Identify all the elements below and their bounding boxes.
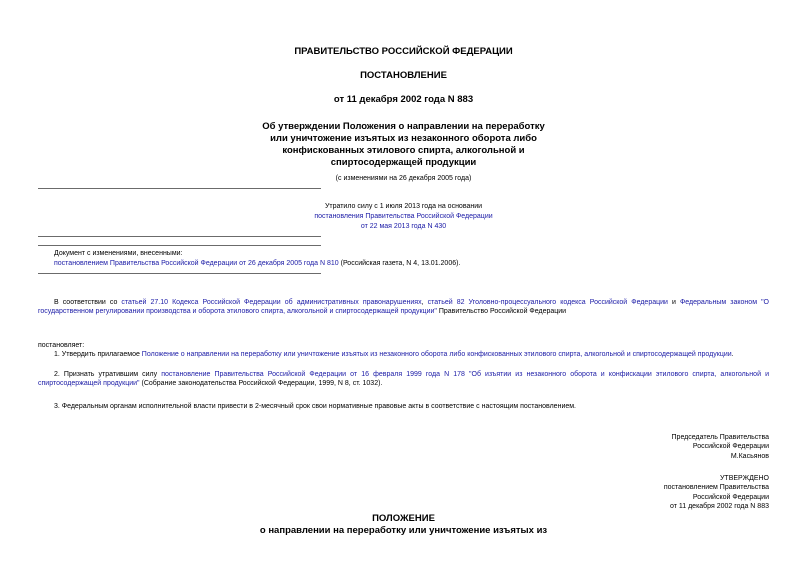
amending-decree-link[interactable]: постановлением Правительства Российской Федерации от 26 декабря 2005 года N 810: [54, 260, 339, 267]
signature-name: М.Касьянов: [730, 452, 769, 460]
regulation-title: ПОЛОЖЕНИЕ: [372, 513, 435, 524]
item-text: .: [731, 351, 734, 358]
divider: [38, 245, 321, 246]
divider: [38, 188, 321, 189]
approval-title: УТВЕРЖДЕНО: [719, 475, 769, 482]
signature-position: Председатель Правительства: [671, 434, 769, 441]
changes-intro: Документ с изменениями, внесенными:: [54, 250, 183, 257]
item-1: [54, 350, 734, 359]
amendments-note: (с изменениями на 26 декабря 2005 года): [335, 175, 472, 182]
item-text: 1. Утвердить прилагаемое: [54, 351, 142, 358]
signature-block: [672, 433, 769, 461]
divider: [38, 236, 321, 237]
document-date-number: от 11 декабря 2002 года N 883: [333, 94, 474, 105]
federal-law-link[interactable]: Федеральным законом "О государственном регулировании производства и оборота этилового спирта, алкогольной и спиртосодержащей продукции": [38, 299, 769, 316]
approval-block: [664, 474, 769, 512]
repeal-decree-link[interactable]: постановления Правительства Российской Федерации: [314, 213, 493, 220]
item-3: 3. Федеральным органам исполнительной власти привести в 2-месячный срок свои нормативные правовые акты в соответствие с настоящим постановлением.: [54, 403, 577, 410]
item-text: 2. Признать утратившим силу: [54, 371, 162, 378]
divider: [38, 273, 321, 274]
regulation-subtitle: о направлении на переработку или уничтожение изъятых из: [259, 525, 548, 536]
approval-line: постановлением Правительства: [663, 484, 769, 492]
preamble-text: В соответствии со: [54, 299, 122, 306]
decrees-word: постановляет:: [38, 342, 85, 349]
preamble-text: Правительство Российской Федерации: [436, 308, 567, 316]
item-text: (Собрание законодательства Российской Федерации, 1999, N 8, ст. 1032).: [139, 380, 383, 388]
repealed-decree-link[interactable]: постановление Правительства Российской Федерации от 16 февраля 1999 года N 178 "Об изъятии из незаконного оборота и конфискации этилового спирта, алкогольной и спиртосодержащей продукции": [38, 371, 769, 388]
preamble-text: и: [667, 299, 680, 306]
koap-article-link[interactable]: статьей 27.10 Кодекса Российской Федерации об административных правонарушениях: [121, 299, 422, 306]
status-text: Утратило силу с 1 июля 2013 года на основании: [324, 203, 483, 210]
publication-source: (Российская газета, N 4, 13.01.2006).: [338, 260, 461, 267]
title-line: конфискованных этилового спирта, алкогольной и: [282, 145, 525, 156]
title-line: или уничтожение изъятых из незаконного оборота либо: [270, 133, 537, 144]
title-line: Об утверждении Положения о направлении на переработку: [262, 121, 545, 132]
approval-line: от 11 декабря 2002 года N 883: [669, 503, 769, 511]
preamble-text: ,: [421, 299, 428, 306]
preamble-paragraph: [38, 298, 769, 317]
repeal-decree-date-link[interactable]: от 22 мая 2013 года N 430: [360, 223, 447, 230]
item-2: [38, 370, 769, 389]
signature-country: Российской Федерации: [692, 443, 769, 451]
changes-line: [54, 259, 460, 268]
document-type-heading: ПОСТАНОВЛЕНИЕ: [360, 70, 447, 81]
title-line: спиртосодержащей продукции: [330, 157, 477, 168]
document-title: [0, 121, 807, 169]
regulation-link[interactable]: Положение о направлении на переработку или уничтожение изъятых из незаконного оборота либо конфискованных этилового спирта, алкогольной и спиртосодержащей продукции: [141, 351, 732, 358]
government-heading: ПРАВИТЕЛЬСТВО РОССИЙСКОЙ ФЕДЕРАЦИИ: [294, 46, 513, 57]
upk-article-link[interactable]: статьей 82 Уголовно-процессуального кодекса Российской Федерации: [427, 299, 668, 306]
approval-line: Российской Федерации: [692, 493, 769, 501]
